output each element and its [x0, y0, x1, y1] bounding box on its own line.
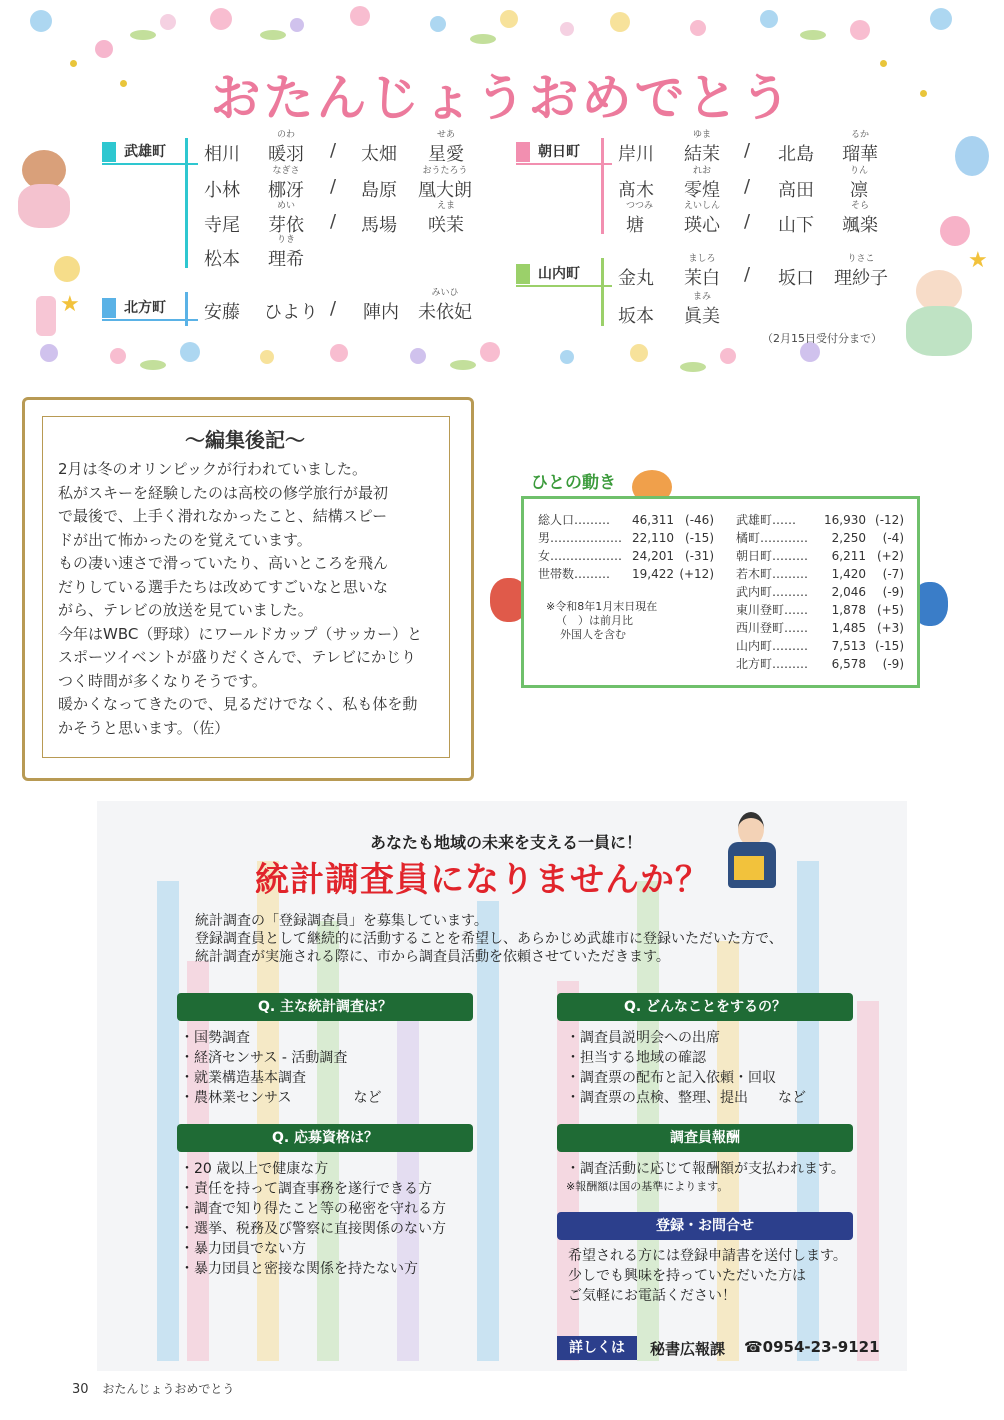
baby-given-name: ゆま 結茉: [684, 130, 720, 165]
population-row: 朝日町……… 6,211 (+2): [736, 549, 904, 563]
baby-family-name: 坂口: [778, 268, 814, 289]
population-row: 北方町……… 6,578 (-9): [736, 657, 904, 671]
baby-illustration-right: [902, 270, 982, 360]
baby-given-name: なぎさ 梛冴: [268, 166, 304, 201]
rattle-icon: [940, 216, 970, 246]
office-worker-illustration: [722, 812, 782, 892]
town-tag-takeo: 武雄町: [102, 140, 188, 164]
reward-text: ・調査活動に応じて報酬額が支払われます。 ※報酬額は国の基準によります。: [566, 1161, 845, 1193]
town-line-kitagata: [185, 292, 188, 326]
baby-given-name: えま 咲茉: [428, 201, 464, 236]
editor-title: 〜編集後記〜: [185, 428, 305, 452]
population-title: ひとの動き: [531, 473, 616, 493]
baby-given-name: えいしん 瑛心: [684, 201, 721, 236]
balloon-icon: [955, 136, 989, 176]
population-row: 男……………… 22,110 (-15): [538, 531, 714, 545]
baby-given-name: れお 零煌: [684, 166, 720, 201]
baby-family-name: 島原: [361, 180, 397, 201]
footer-section: おたんじょうおめでとう: [102, 1382, 235, 1396]
register-text: 希望される方には登録申請書を送付します。 少しでも興味を持っていただいた方は ご気軽にお電話ください！: [568, 1248, 847, 1304]
baby-given-name: りさこ 理紗子: [834, 254, 888, 289]
population-row: 女……………… 24,201 (-31): [538, 549, 714, 563]
baby-family-name: つつみ 塘: [626, 201, 654, 236]
baby-family-name: 小林: [204, 180, 240, 201]
name-separator: /: [744, 176, 751, 197]
population-row: 武内町……… 2,046 (-9): [736, 585, 904, 599]
contact-phone: ☎0954-23-9121: [744, 1338, 880, 1356]
population-row: 世帯数……… 19,422 (+12): [538, 567, 714, 581]
population-row: 橘町………… 2,250 (-4): [736, 531, 904, 545]
baby-family-name: 松本: [204, 249, 240, 270]
town-line-takeo: [185, 138, 188, 268]
q-eligibility-header: Q. 応募資格は？: [177, 1124, 473, 1152]
baby-given-name: みいひ 未依妃: [418, 288, 472, 323]
baby-given-name: めい 芽依: [268, 201, 304, 236]
population-row: 総人口……… 46,311 (-46): [538, 513, 714, 527]
population-note: （ ）は前月比: [556, 614, 633, 627]
population-note: 外国人を含む: [560, 628, 626, 641]
population-row: 若木町……… 1,420 (-7): [736, 567, 904, 581]
recruitment-subtitle: あなたも地域の未来を支える一員に！: [370, 833, 643, 852]
baby-given-name: おうたろう 凰大朗: [418, 166, 472, 201]
baby-family-name: 高田: [778, 180, 814, 201]
population-row: 山内町……… 7,513 (-15): [736, 639, 904, 653]
baby-illustration-left: [14, 150, 74, 230]
baby-family-name: 馬場: [361, 215, 397, 236]
baby-given-name: ひより: [264, 302, 318, 323]
baby-family-name: 山下: [778, 215, 814, 236]
baby-family-name: 髙木: [618, 180, 654, 201]
editor-text: 2月は冬のオリンピックが行われていました。 私がスキーを経験したのは高校の修学旅行が最初 で最後で、上手く滑れなかったこと、結構スピー ドが出て怖かったのを覚えています。 もの凄い速さで滑っていたり、高いところを飛ん だりしている選手たちは改めてすごいなと思いな がら、テレビの放送を見ていました。 今年はWBC（野球）にワールドカップ（サッカー）と スポーツイベントが盛りだくさんで、テレビにかじり つく時間が多くなりそうです。 暖かくなってきたので、見るだけでなく、私も体を動 かそうと思います。（佐）: [58, 460, 423, 737]
contact-label: 詳しくは: [557, 1336, 637, 1360]
name-separator: /: [744, 211, 751, 232]
population-note: ※令和8年1月末日現在: [546, 600, 658, 613]
baby-family-name: 寺尾: [204, 215, 240, 236]
q-main-surveys-header: Q. 主な統計調査は？: [177, 993, 473, 1021]
baby-family-name: 安藤: [204, 302, 240, 323]
pacifier-icon: [54, 256, 80, 282]
population-row: 西川登町…… 1,485 (+3): [736, 621, 904, 635]
town-tag-yamauchi: 山内町: [516, 262, 602, 286]
recruitment-title: 統計調査員になりませんか？: [255, 860, 710, 900]
page-footer: [72, 1380, 234, 1397]
eligibility-list: ・20 歳以上で健康な方 ・責任を持って調査事務を遂行できる方 ・調査で知り得たこと等の秘密を守れる方 ・選挙、税務及び警察に直接関係のない方 ・暴力団員でない方 ・暴力団員と密接な関係を持たない方: [180, 1161, 446, 1277]
baby-family-name: 金丸: [618, 268, 654, 289]
town-tag-kitagata: 北方町: [102, 296, 188, 320]
q-duties-header: Q. どんなことをするの？: [557, 993, 853, 1021]
baby-given-name: ましろ 茉白: [684, 254, 720, 289]
baby-family-name: 太畑: [361, 144, 397, 165]
baby-family-name: 陣内: [363, 302, 399, 323]
baby-given-name: りき 理希: [268, 235, 304, 270]
birthday-title: おたんじょうおめでとう: [210, 69, 794, 127]
flower-garland-top: [0, 0, 1004, 60]
town-line-asahi: [601, 138, 604, 234]
name-separator: /: [744, 140, 751, 161]
contact-department: 秘書広報課: [650, 1340, 726, 1358]
population-row: 武雄町…… 16,930 (-12): [736, 513, 904, 527]
star-icon: ★: [60, 292, 80, 317]
recruitment-intro: 統計調査の「登録調査員」を募集しています。 登録調査員として継続的に活動することを希望し、あらかじめ武雄市に登録いただいた方で、 統計調査が実施される際に、市から調査員活動を依頼させていただきます。: [195, 913, 783, 965]
name-separator: /: [330, 176, 337, 197]
baby-given-name: のわ 暖羽: [268, 130, 304, 165]
star-icon: ★: [968, 248, 988, 273]
main-surveys-list: ・国勢調査 ・経済センサス - 活動調査 ・就業構造基本調査 ・農林業センサス など: [180, 1030, 382, 1106]
baby-given-name: るか 瑠華: [842, 130, 878, 165]
town-tag-asahi: 朝日町: [516, 140, 602, 164]
name-separator: /: [330, 211, 337, 232]
birthday-note: （2月15日受付分まで）: [762, 332, 882, 345]
town-line-yamauchi: [601, 258, 604, 326]
baby-given-name: まみ 眞美: [684, 292, 720, 327]
baby-given-name: せあ 星愛: [428, 130, 464, 165]
duties-list: ・調査員説明会への出席 ・担当する地域の確認 ・調査票の配布と記入依頼・回収 ・調査票の点検、整理、提出 など: [566, 1030, 806, 1106]
baby-bottle-icon: [36, 296, 56, 336]
baby-family-name: 坂本: [618, 306, 654, 327]
reward-header: 調査員報酬: [557, 1124, 853, 1152]
register-header: 登録・お問合せ: [557, 1212, 853, 1240]
baby-given-name: りん 凛: [850, 166, 869, 201]
baby-family-name: 相川: [204, 144, 240, 165]
baby-given-name: そら 颯楽: [842, 201, 878, 236]
baby-family-name: 岸川: [618, 144, 654, 165]
page-number: 30: [72, 1382, 89, 1397]
name-separator: /: [744, 264, 751, 285]
name-separator: /: [330, 140, 337, 161]
baby-family-name: 北島: [778, 144, 814, 165]
population-row: 東川登町…… 1,878 (+5): [736, 603, 904, 617]
name-separator: /: [330, 298, 337, 319]
